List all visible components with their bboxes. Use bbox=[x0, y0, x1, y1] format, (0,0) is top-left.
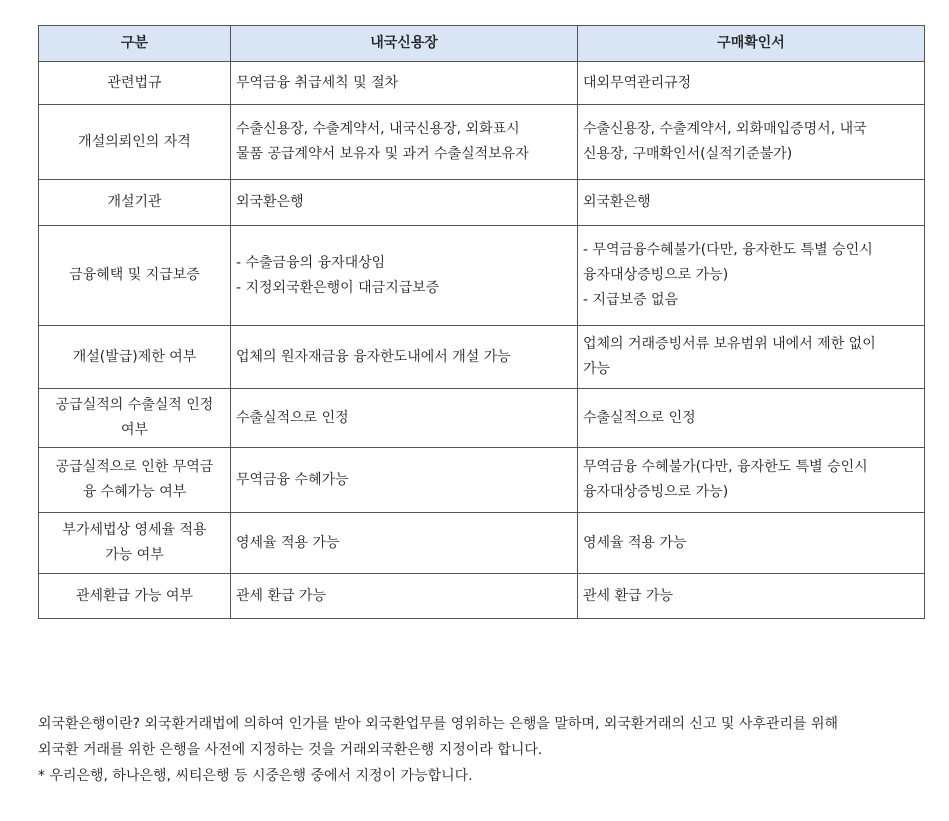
header-purchase-confirmation: 구매확인서 bbox=[578, 26, 925, 62]
local-lc-cell bbox=[231, 389, 578, 448]
comparison-table bbox=[38, 25, 925, 619]
table-row bbox=[39, 180, 925, 226]
table-body bbox=[39, 62, 925, 619]
cell-text-line: 영세율 적용 가능 bbox=[236, 534, 340, 551]
purchase-confirmation-cell bbox=[578, 513, 925, 574]
cell-text-line: 관세 환급 가능 bbox=[236, 587, 327, 604]
cell-text-line: 외국환은행 bbox=[236, 194, 304, 210]
table-row bbox=[39, 62, 925, 105]
purchase-confirmation-cell bbox=[578, 105, 925, 180]
header-local-lc: 내국신용장 bbox=[231, 26, 578, 62]
cell-text-line: 가능 bbox=[583, 361, 611, 377]
cell-text-line: 외국환은행 bbox=[583, 194, 651, 210]
row-category-cell bbox=[39, 226, 231, 326]
cell-text-line: 대외무역관리규정 bbox=[583, 74, 692, 91]
local-lc-cell bbox=[231, 180, 578, 226]
purchase-confirmation-cell bbox=[578, 448, 925, 513]
table-row bbox=[39, 389, 925, 448]
local-lc-cell bbox=[231, 62, 578, 105]
cell-text-line: 수출신용장, 수출계약서, 내국신용장, 외화표시 bbox=[236, 121, 520, 137]
local-lc-cell bbox=[231, 513, 578, 574]
purchase-confirmation-cell bbox=[578, 389, 925, 448]
cell-text-line: - 지급보증 없음 bbox=[583, 292, 679, 308]
purchase-confirmation-cell bbox=[578, 226, 925, 326]
row-category-cell bbox=[39, 326, 231, 389]
table-row bbox=[39, 226, 925, 326]
cell-text-line: 가능 여부 bbox=[105, 547, 164, 563]
cell-text-line: 여부 bbox=[120, 422, 149, 438]
cell-text-line: 개설기관 bbox=[107, 194, 162, 210]
local-lc-cell bbox=[231, 105, 578, 180]
row-category-cell bbox=[39, 62, 231, 105]
table-header-row bbox=[39, 26, 925, 62]
note-line: 외국환은행이란? 외국환거래법에 의하여 인가를 받아 외국환업무를 영위하는 은행을 말하며, 외국환거래의 신고 및 사후관리를 위해 bbox=[38, 716, 839, 732]
cell-text-line: 업체의 거래증빙서류 보유범위 내에서 제한 없이 bbox=[583, 336, 876, 352]
cell-text-line: 수출신용장, 수출계약서, 외화매입증명서, 내국 bbox=[583, 121, 867, 137]
cell-text-line: 부가세법상 영세율 적용 bbox=[62, 522, 207, 538]
cell-text-line: 무역금융 수혜가능 bbox=[236, 471, 349, 488]
purchase-confirmation-cell bbox=[578, 574, 925, 619]
row-category-cell bbox=[39, 448, 231, 513]
cell-text-line: 공급실적의 수출실적 인정 bbox=[55, 397, 214, 413]
cell-text-line: 융자대상증빙으로 가능) bbox=[583, 484, 729, 500]
table-row bbox=[39, 326, 925, 389]
cell-text-line: 금융혜택 및 지급보증 bbox=[69, 267, 200, 283]
cell-text-line: 신용장, 구매확인서(실적기준불가) bbox=[583, 146, 793, 162]
note-line: 외국환 거래를 위한 은행을 사전에 지정하는 것을 거래외국환은행 지정이라 합니다. bbox=[38, 742, 543, 758]
table-row bbox=[39, 513, 925, 574]
purchase-confirmation-cell bbox=[578, 180, 925, 226]
local-lc-cell bbox=[231, 574, 578, 619]
row-category-cell bbox=[39, 574, 231, 619]
cell-text-line: 융자대상증빙으로 가능) bbox=[583, 267, 729, 283]
purchase-confirmation-cell bbox=[578, 326, 925, 389]
cell-text-line: - 수출금융의 융자대상임 bbox=[236, 254, 386, 271]
cell-text-line: 관련법규 bbox=[107, 74, 162, 91]
local-lc-cell bbox=[231, 226, 578, 326]
cell-text-line: - 지정외국환은행이 대금지급보증 bbox=[236, 279, 440, 296]
cell-text-line: 개설의뢰인의 자격 bbox=[78, 133, 191, 150]
cell-text-line: 수출실적으로 인정 bbox=[236, 409, 349, 426]
table-row bbox=[39, 105, 925, 180]
cell-text-line: 무역금융 수혜불가(다만, 융자한도 특별 승인시 bbox=[583, 459, 868, 475]
cell-text-line: 관세 환급 가능 bbox=[583, 587, 674, 604]
row-category-cell bbox=[39, 389, 231, 448]
cell-text-line: 영세율 적용 가능 bbox=[583, 534, 687, 551]
cell-text-line: 관세환급 가능 여부 bbox=[75, 587, 194, 604]
local-lc-cell bbox=[231, 326, 578, 389]
row-category-cell bbox=[39, 180, 231, 226]
cell-text-line: 업체의 원자재금융 융자한도내에서 개설 가능 bbox=[236, 348, 511, 365]
explanation-notes bbox=[38, 711, 938, 789]
comparison-table-container bbox=[38, 25, 924, 619]
cell-text-line: 융 수혜가능 여부 bbox=[82, 484, 187, 500]
cell-text-line: 무역금융 취급세칙 및 절차 bbox=[236, 74, 399, 91]
table-row bbox=[39, 574, 925, 619]
cell-text-line: 공급실적으로 인한 무역금 bbox=[55, 459, 214, 475]
purchase-confirmation-cell bbox=[578, 62, 925, 105]
cell-text-line: - 무역금융수혜불가(다만, 융자한도 특별 승인시 bbox=[583, 242, 873, 258]
row-category-cell bbox=[39, 513, 231, 574]
cell-text-line: 수출실적으로 인정 bbox=[583, 409, 696, 426]
local-lc-cell bbox=[231, 448, 578, 513]
cell-text-line: 개설(발급)제한 여부 bbox=[72, 348, 197, 365]
cell-text-line: 물품 공급계약서 보유자 및 과거 수출실적보유자 bbox=[236, 146, 529, 162]
row-category-cell bbox=[39, 105, 231, 180]
table-row bbox=[39, 448, 925, 513]
note-footnote: * 우리은행, 하나은행, 씨티은행 등 시중은행 중에서 지정이 가능합니다. bbox=[38, 768, 473, 784]
header-category: 구분 bbox=[39, 26, 231, 62]
